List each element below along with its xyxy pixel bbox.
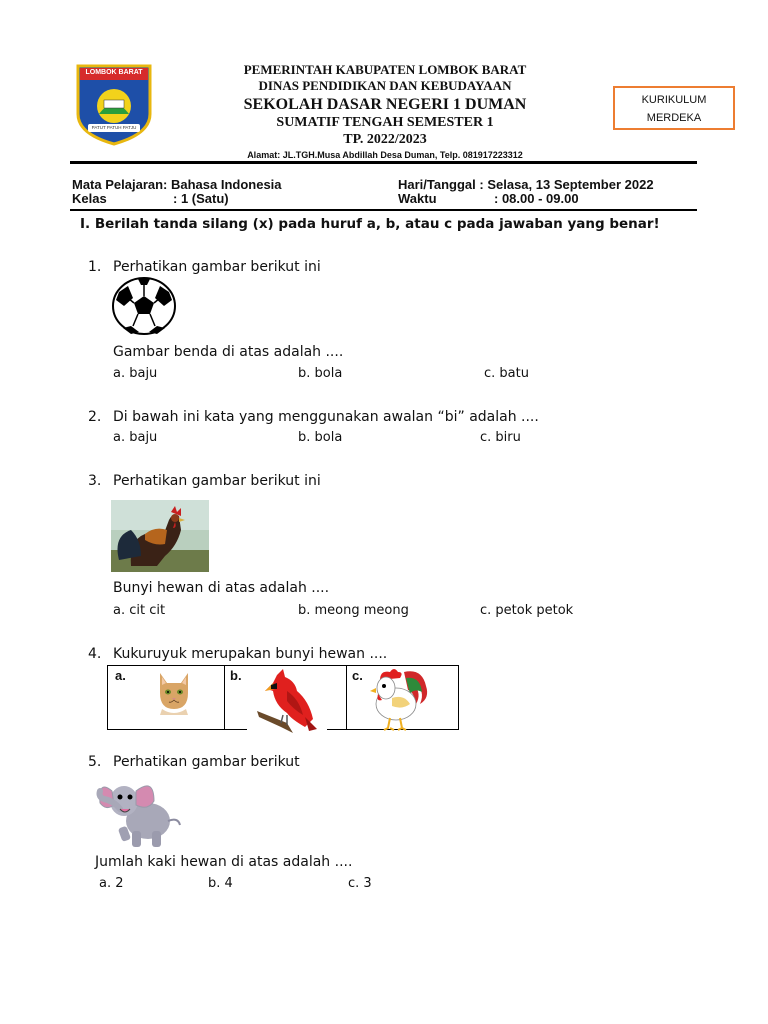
question-4-choice-b-label: b. (230, 668, 242, 683)
question-4-choice-a-label: a. (115, 668, 126, 683)
question-1-option-b[interactable]: b. bola (298, 366, 343, 381)
question-3-follow: Bunyi hewan di atas adalah .... (113, 580, 330, 596)
question-2-text: Di bawah ini kata yang menggunakan awalan “bi” adalah .... (113, 409, 539, 425)
question-1-number: 1. (88, 259, 102, 275)
logo-motto: PATUT PATUH PATJU (91, 125, 137, 130)
subject-label: Mata Pelajaran: Bahasa Indonesia (72, 177, 282, 192)
question-4-text: Kukuruyuk merupakan bunyi hewan .... (113, 646, 388, 662)
curriculum-line-2: MERDEKA (646, 112, 702, 124)
header-school: SEKOLAH DASAR NEGERI 1 DUMAN (243, 96, 527, 113)
class-value: : 1 (Satu) (173, 191, 229, 206)
cardinal-bird-image (247, 667, 327, 742)
question-3-option-b[interactable]: b. meong meong (298, 603, 409, 618)
header-year: TP. 2022/2023 (343, 132, 427, 147)
header-address: Alamat: JL.TGH.Musa Abdillah Desa Duman, Telp. 081917223312 (247, 150, 523, 160)
meta-divider (70, 209, 697, 211)
header-divider (70, 161, 697, 164)
question-3-text: Perhatikan gambar berikut ini (113, 473, 321, 489)
question-5-text: Perhatikan gambar berikut (113, 754, 300, 770)
time-label: Waktu (398, 191, 437, 206)
question-1-option-a[interactable]: a. baju (113, 366, 158, 381)
question-5-follow: Jumlah kaki hewan di atas adalah .... (95, 854, 353, 870)
curriculum-line-1: KURIKULUM (641, 94, 707, 106)
question-1-option-c[interactable]: c. batu (484, 366, 529, 381)
header-exam: SUMATIF TENGAH SEMESTER 1 (276, 115, 494, 130)
question-2-option-a[interactable]: a. baju (113, 430, 158, 445)
logo-title: LOMBOK BARAT (85, 69, 143, 76)
class-label: Kelas (72, 191, 107, 206)
question-3-option-a[interactable]: a. cit cit (113, 603, 166, 618)
question-2-option-c[interactable]: c. biru (480, 430, 521, 445)
question-1-follow: Gambar benda di atas adalah .... (113, 344, 344, 360)
day-date-label: Hari/Tanggal : Selasa, 13 September 2022 (398, 177, 654, 192)
question-5-option-b[interactable]: b. 4 (208, 876, 233, 891)
rooster-photo-image (111, 500, 209, 577)
school-logo (74, 64, 154, 146)
question-3-option-c[interactable]: c. petok petok (480, 603, 574, 618)
elephant-cartoon-image (94, 771, 184, 856)
question-1-text: Perhatikan gambar berikut ini (113, 259, 321, 275)
question-2-option-b[interactable]: b. bola (298, 430, 343, 445)
question-5-option-a[interactable]: a. 2 (99, 876, 124, 891)
question-3-number: 3. (88, 473, 102, 489)
question-5-option-c[interactable]: c. 3 (348, 876, 372, 891)
question-5-number: 5. (88, 754, 102, 770)
header-government: PEMERINTAH KABUPATEN LOMBOK BARAT (243, 62, 527, 77)
time-value: : 08.00 - 09.00 (494, 191, 579, 206)
instruction: I. Berilah tanda silang (x) pada huruf a, b, atau c pada jawaban yang benar! (80, 216, 660, 232)
question-4-choice-a[interactable] (108, 666, 225, 729)
header-department: DINAS PENDIDIKAN DAN KEBUDAYAAN (258, 78, 512, 93)
cat-image (154, 669, 194, 720)
soccer-ball-image (111, 276, 177, 341)
question-4-number: 4. (88, 646, 102, 662)
question-2-number: 2. (88, 409, 102, 425)
curriculum-badge (613, 86, 735, 130)
rooster-cartoon-image (364, 664, 432, 737)
question-4-choice-c-label: c. (352, 668, 363, 683)
